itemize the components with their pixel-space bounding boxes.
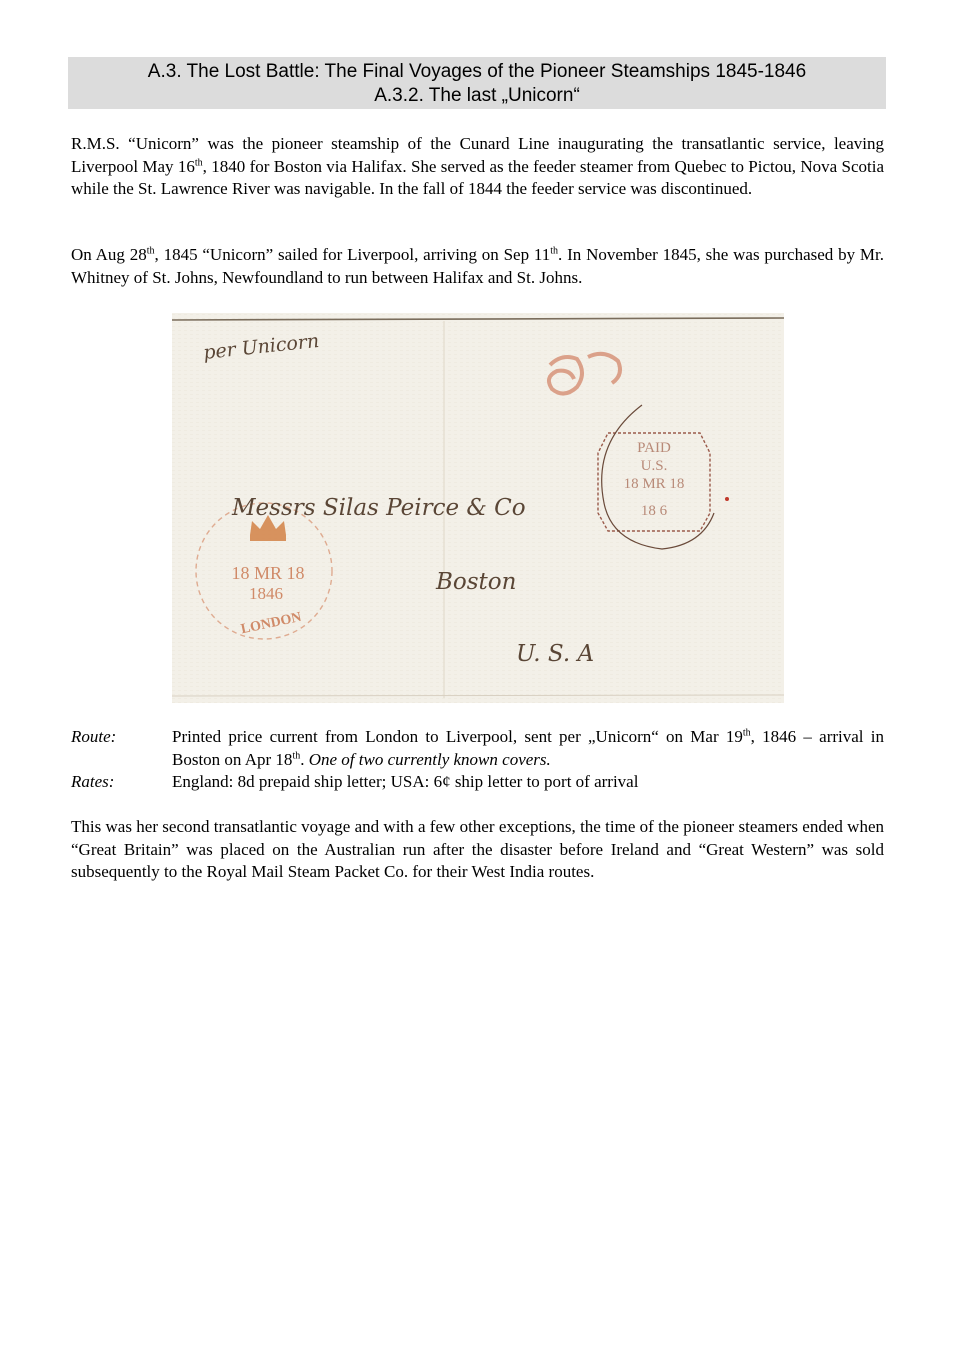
address-city: Boston bbox=[436, 569, 517, 595]
text-run-italic: One of two currently known covers. bbox=[308, 749, 551, 769]
route-label: Route: bbox=[71, 727, 117, 746]
text-run: Printed price current from London to Liverpool, sent per „Unicorn“ on Mar 19 bbox=[172, 727, 743, 746]
superscript: th bbox=[146, 245, 155, 257]
rates-label: Rates: bbox=[71, 772, 115, 791]
paid-stamp-line: 18 MR 18 bbox=[623, 476, 685, 492]
stamp-city: LONDON bbox=[239, 609, 303, 638]
superscript: th bbox=[194, 156, 203, 168]
superscript: th bbox=[550, 245, 559, 257]
closing-paragraph: This was her second transatlantic voyage and with a few other exceptions, the time of the pioneer steamers ended when “Great Britain” was placed on the Australian run after the disaster before Ireland and “Great Western” was sold subsequently to the Royal Mail Steam Packet Co. for their West India routes. bbox=[71, 817, 884, 881]
section-title: A.3. The Lost Battle: The Final Voyages of the Pioneer Steamships 1845-1846 bbox=[147, 61, 807, 82]
superscript: th bbox=[742, 727, 751, 739]
stamp-date: 18 MR 18 bbox=[231, 563, 305, 583]
text-run: . In November 1845, she was purchased by Mr. Whitney of St. Johns, Newfoundland to run between Halifax and St. Johns. bbox=[71, 245, 885, 287]
paid-stamp-line: 18 6 bbox=[640, 503, 668, 519]
address-name: Messrs Silas Peirce & Co bbox=[232, 495, 526, 521]
endorsement-text: per Unicorn bbox=[202, 329, 321, 364]
subsection-title: A.3.2. The last „Unicorn“ bbox=[374, 85, 580, 106]
text-run: On Aug 28 bbox=[71, 245, 147, 264]
text-run: , 1840 for Boston via Halifax. She served as the feeder steamer from Quebec to Pictou, Nova Scotia while the St. Lawrence River was navigable. In the fall of 1844 the feeder service was discontinued. bbox=[71, 156, 884, 198]
stamp-year: 1846 bbox=[249, 584, 283, 603]
intro-paragraph-1 bbox=[71, 133, 884, 201]
text-run: , 1846 – arrival in Boston on Apr 18 bbox=[172, 727, 884, 769]
intro-paragraph-2 bbox=[71, 244, 884, 289]
paid-stamp-line: U.S. bbox=[640, 458, 668, 474]
address-country: U. S. A bbox=[516, 641, 595, 667]
rates-text: England: 8d prepaid ship letter; USA: 6¢ ship letter to port of arrival bbox=[172, 772, 639, 791]
route-text bbox=[172, 726, 884, 771]
text-run: R.M.S. “Unicorn” was the pioneer steamship of the Cunard Line inaugurating the transatlantic service, leaving Liverpool May 16 bbox=[71, 134, 884, 176]
text-run: , 1845 “Unicorn” sailed for Liverpool, arriving on Sep 11 bbox=[154, 245, 551, 264]
text-run: . bbox=[300, 749, 309, 769]
cover-image bbox=[172, 313, 784, 703]
paid-stamp-line: PAID bbox=[637, 440, 671, 456]
page-header bbox=[68, 57, 886, 109]
superscript: th bbox=[292, 749, 301, 761]
